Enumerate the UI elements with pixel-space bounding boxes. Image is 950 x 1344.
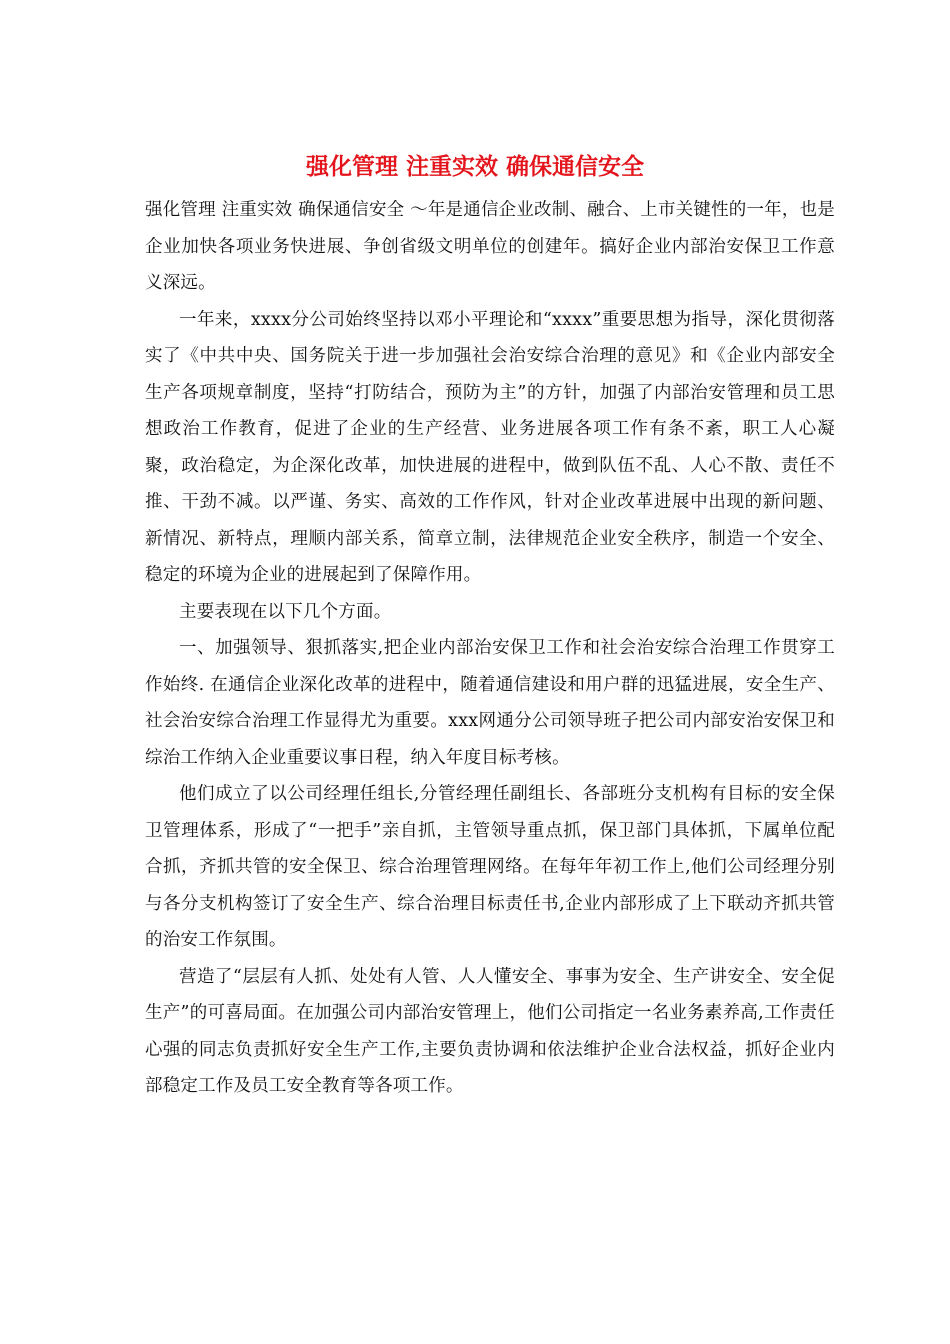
paragraph-aspects-heading: 主要表现在以下几个方面。: [179, 601, 392, 622]
paragraph-management-system: 他们成立了以公司经理任组长,分管经理任副组长、各部班分支机构有目标的安全保卫管理体系，形成了“一把手”亲自抓，主管领导重点抓，保卫部门具体抓，下属单位配合抓，齐抓共管的安全保卫、综合治理管理网络。在每年年初工作上,他们公司经理分别与各分支机构签订了安全生产、综合治理目标责任书,企业内部形成了上下联动齐抓共管的治安工作氛围。: [145, 784, 835, 950]
paragraph-leadership: 一、加强领导、狠抓落实,把企业内部治安保卫工作和社会治安综合治理工作贯穿工作始终. 在通信企业深化改革的进程中，随着通信建设和用户群的迅猛进展，安全生产、社会治安综合治理工作显得尤为重要。xxx网通分公司领导班子把公司内部安治安保卫和综治工作纳入企业重要议事日程，纳入年度目标考核。: [145, 638, 835, 768]
paragraph-atmosphere: 营造了“层层有人抓、处处有人管、人人懂安全、事事为安全、生产讲安全、安全促生产”的可喜局面。在加强公司内部治安管理上，他们公司指定一名业务素养高,工作责任心强的同志负责抓好安全生产工作,主要负责协调和依法维护企业合法权益，抓好企业内部稳定工作及员工安全教育等各项工作。: [145, 966, 835, 1096]
paragraph-summary: 一年来，xxxx分公司始终坚持以邓小平理论和“xxxx”重要思想为指导，深化贯彻落实了《中共中央、国务院关于进一步加强社会治安综合治理的意见》和《企业内部安全生产各项规章制度，坚持“打防结合，预防为主”的方针，加强了内部治安管理和员工思想政治工作教育，促进了企业的生产经营、业务进展各项工作有条不紊，职工人心凝聚，政治稳定，为企深化改革，加快进展的进程中，做到队伍不乱、人心不散、责任不推、干劲不减。以严谨、务实、高效的工作作风，针对企业改革进展中出现的新问题、新情况、新特点，理顺内部关系，简章立制，法律规范企业安全秩序，制造一个安全、稳定的环境为企业的进展起到了保障作用。: [145, 309, 835, 585]
document-body: [145, 192, 835, 1105]
paragraph-intro: 强化管理 注重实效 确保通信安全 ～年是通信企业改制、融合、上市关键性的一年，也是企业加快各项业务快进展、争创省级文明单位的创建年。搞好企业内部治安保卫工作意义深远。: [145, 200, 835, 293]
document-title: 强化管理 注重实效 确保通信安全: [305, 154, 644, 180]
